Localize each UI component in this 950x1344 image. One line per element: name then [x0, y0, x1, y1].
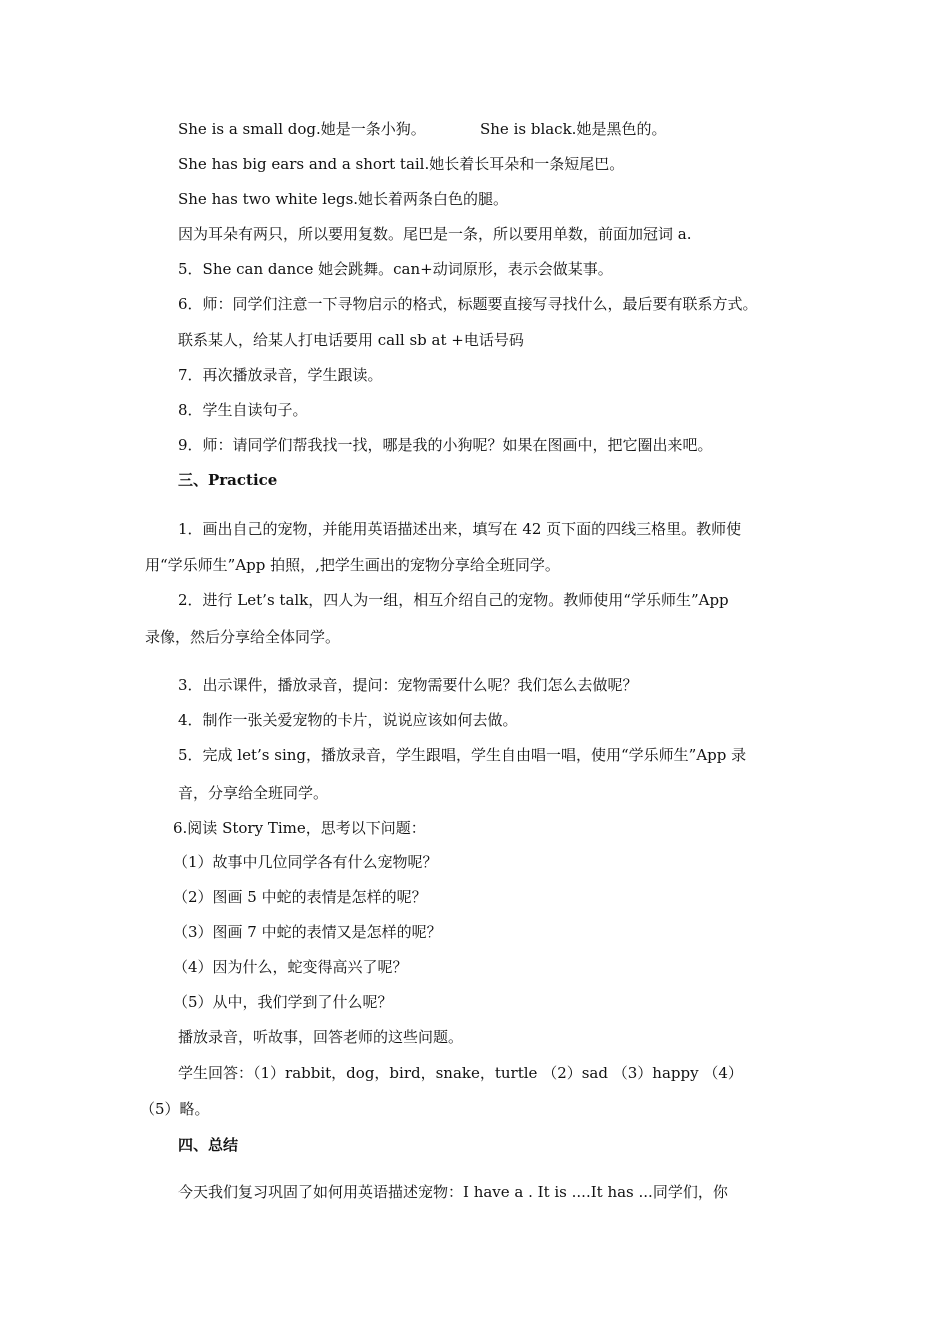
section-heading: 三、Practice — [178, 471, 278, 489]
text-line: 5．She can dance 她会跳舞。can+动词原形，表示会做某事。 — [178, 260, 613, 278]
text-line: 6.阅读 Story Time，思考以下问题： — [173, 819, 426, 837]
text-line: 8．学生自读句子。 — [178, 401, 308, 419]
text-line: 3．出示课件，播放录音，提问：宠物需要什么呢？我们怎么去做呢？ — [178, 676, 638, 694]
question-item: （5）从中，我们学到了什么呢？ — [173, 993, 393, 1011]
text-line: 9．师：请同学们帮我找一找，哪是我的小狗呢？如果在图画中，把它圈出来吧。 — [178, 436, 713, 454]
text-line: 学生回答：（1）rabbit，dog，bird，snake，turtle （2）sad （3）happy （4） — [178, 1064, 743, 1082]
text-line: She is a small dog.她是一条小狗。 — [178, 120, 426, 138]
text-line: She has big ears and a short tail.她长着长耳朵和一条短尾巴。 — [178, 155, 625, 173]
text-line: 7．再次播放录音，学生跟读。 — [178, 366, 383, 384]
text-line: 5．完成 let’s sing，播放录音，学生跟唱，学生自由唱一唱，使用“学乐师生”App 录 — [178, 746, 747, 764]
question-item: （1）故事中几位同学各有什么宠物呢？ — [173, 853, 438, 871]
question-item: （4）因为什么，蛇变得高兴了呢？ — [173, 958, 408, 976]
text-line: 用“学乐师生”App 拍照，,把学生画出的宠物分享给全班同学。 — [145, 556, 560, 574]
question-item: （2）图画 5 中蛇的表情是怎样的呢？ — [173, 888, 427, 906]
text-line: 今天我们复习巩固了如何用英语描述宠物：I have a . It is ....It has ...同学们，你 — [178, 1183, 728, 1201]
text-line: 2．进行 Let’s talk，四人为一组，相互介绍自己的宠物。教师使用“学乐师生”App — [178, 591, 729, 609]
text-line: 1．画出自己的宠物，并能用英语描述出来，填写在 42 页下面的四线三格里。教师使 — [178, 520, 742, 538]
text-line: 联系某人，给某人打电话要用 call sb at +电话号码 — [178, 331, 524, 349]
text-line: 音，分享给全班同学。 — [178, 784, 329, 802]
text-line: She has two white legs.她长着两条白色的腿。 — [178, 190, 509, 208]
text-line: 因为耳朵有两只，所以要用复数。尾巴是一条，所以要用单数，前面加冠词 a. — [178, 225, 692, 243]
section-heading: 四、总结 — [178, 1136, 239, 1154]
text-line: （5）略。 — [140, 1100, 210, 1118]
text-line: She is black.她是黑色的。 — [480, 120, 667, 138]
text-line: 播放录音，听故事，回答老师的这些问题。 — [178, 1028, 464, 1046]
question-item: （3）图画 7 中蛇的表情又是怎样的呢？ — [173, 923, 442, 941]
text-line: 6．师：同学们注意一下寻物启示的格式，标题要直接写寻找什么，最后要有联系方式。 — [178, 295, 758, 313]
text-line: 4．制作一张关爱宠物的卡片，说说应该如何去做。 — [178, 711, 518, 729]
text-line: 录像，然后分享给全体同学。 — [145, 628, 341, 646]
